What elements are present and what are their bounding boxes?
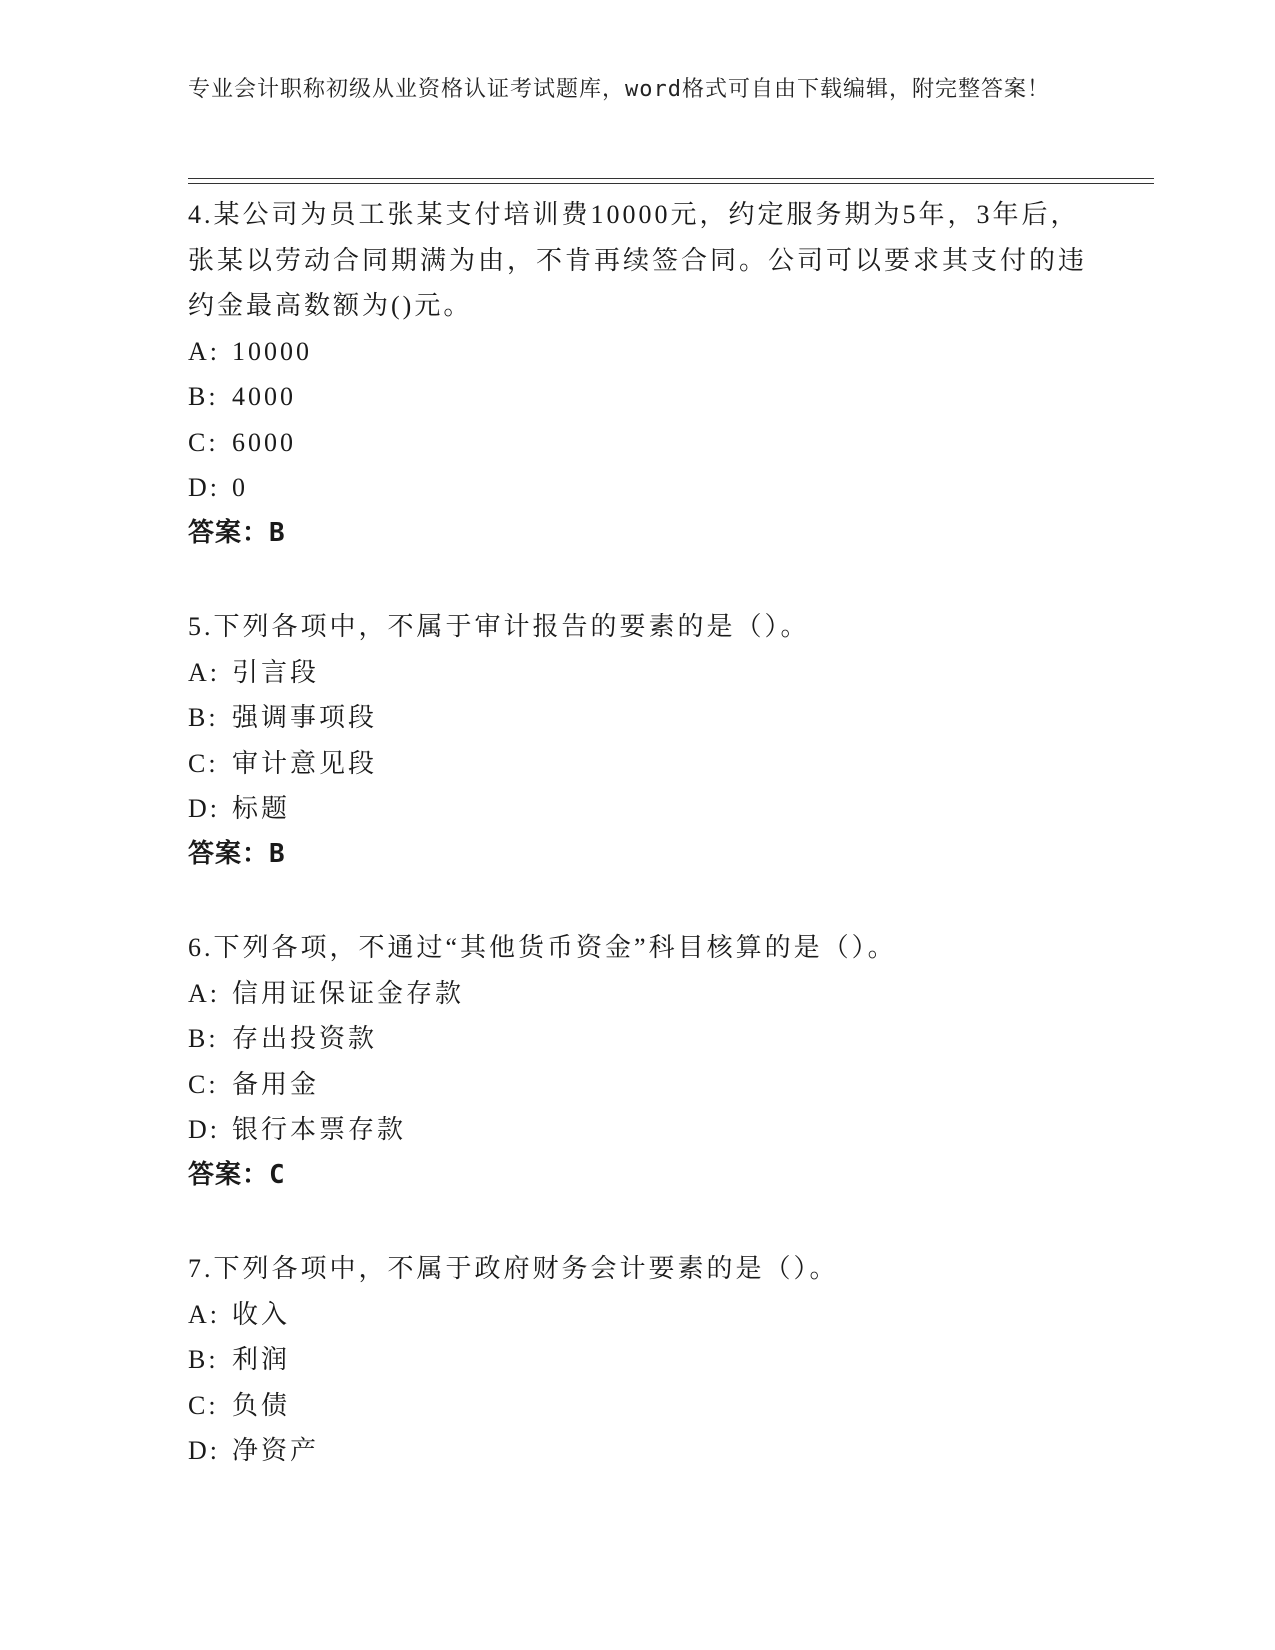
option-letter: D:: [188, 794, 220, 823]
option-letter: A:: [188, 978, 220, 1008]
option-d: [188, 1428, 1108, 1474]
option-a: [188, 329, 1108, 375]
option-letter: A:: [188, 1299, 220, 1329]
option-text: 0: [232, 473, 248, 502]
option-b: [188, 1337, 1108, 1383]
question-7: [188, 1244, 1108, 1474]
question-text: 6.下列各项，不通过“其他货币资金”科目核算的是（）。: [188, 933, 897, 962]
option-text: 审计意见段: [232, 748, 378, 778]
option-letter: D:: [188, 1115, 220, 1144]
option-letter: D:: [188, 1436, 220, 1465]
option-text: 6000: [232, 427, 296, 457]
option-text: 收入: [232, 1299, 291, 1329]
option-d: [188, 465, 1108, 511]
answer-line: 答案：C: [188, 1159, 286, 1190]
option-a: [188, 1292, 1108, 1338]
option-text: 存出投资款: [232, 1024, 378, 1053]
option-d: [188, 786, 1108, 832]
option-letter: B:: [188, 382, 219, 411]
option-c: [188, 1383, 1108, 1429]
option-letter: D:: [188, 473, 220, 502]
option-text: 10000: [232, 336, 312, 366]
question-spacer: [188, 1198, 1108, 1244]
header-divider-bottom: [188, 183, 1154, 184]
question-5: [188, 602, 1108, 877]
option-text: 银行本票存款: [232, 1115, 407, 1144]
option-a: [188, 971, 1108, 1017]
question-4: [188, 190, 1108, 556]
option-text: 备用金: [232, 1069, 320, 1099]
question-spacer: [188, 556, 1108, 602]
document-header: 专业会计职称初级从业资格认证考试题库，word格式可自由下载编辑，附完整答案！: [188, 77, 1050, 102]
option-text: 强调事项段: [232, 703, 378, 732]
option-text: 标题: [232, 794, 291, 823]
option-c: [188, 741, 1108, 787]
option-text: 净资产: [232, 1436, 320, 1465]
option-b: [188, 374, 1108, 420]
header-divider-top: [188, 178, 1154, 179]
option-text: 负债: [232, 1390, 291, 1420]
option-c: [188, 1062, 1108, 1108]
option-d: [188, 1107, 1108, 1153]
option-letter: A:: [188, 657, 220, 687]
option-letter: C:: [188, 427, 219, 457]
question-spacer: [188, 877, 1108, 923]
option-text: 4000: [232, 382, 296, 411]
option-text: 利润: [232, 1345, 291, 1374]
option-letter: C:: [188, 1069, 219, 1099]
option-letter: B:: [188, 1345, 219, 1374]
option-text: 信用证保证金存款: [232, 978, 465, 1008]
option-b: [188, 695, 1108, 741]
option-letter: C:: [188, 1390, 219, 1420]
question-6: [188, 923, 1108, 1198]
answer-line: 答案：B: [188, 838, 286, 869]
option-letter: B:: [188, 1024, 219, 1053]
option-text: 引言段: [232, 657, 320, 687]
question-text: 4.某公司为员工张某支付培训费10000元，约定服务期为5年，3年后，张某以劳动合同期满为由，不肯再续签合同。公司可以要求其支付的违约金最高数额为()元。: [188, 200, 1088, 320]
question-list: [188, 190, 1108, 1474]
option-letter: C:: [188, 748, 219, 778]
answer-line: 答案：B: [188, 517, 286, 548]
option-c: [188, 420, 1108, 466]
question-text: 5.下列各项中，不属于审计报告的要素的是（）。: [188, 612, 810, 641]
question-text: 7.下列各项中，不属于政府财务会计要素的是（）。: [188, 1254, 839, 1283]
option-a: [188, 650, 1108, 696]
option-letter: A:: [188, 336, 220, 366]
option-letter: B:: [188, 703, 219, 732]
option-b: [188, 1016, 1108, 1062]
